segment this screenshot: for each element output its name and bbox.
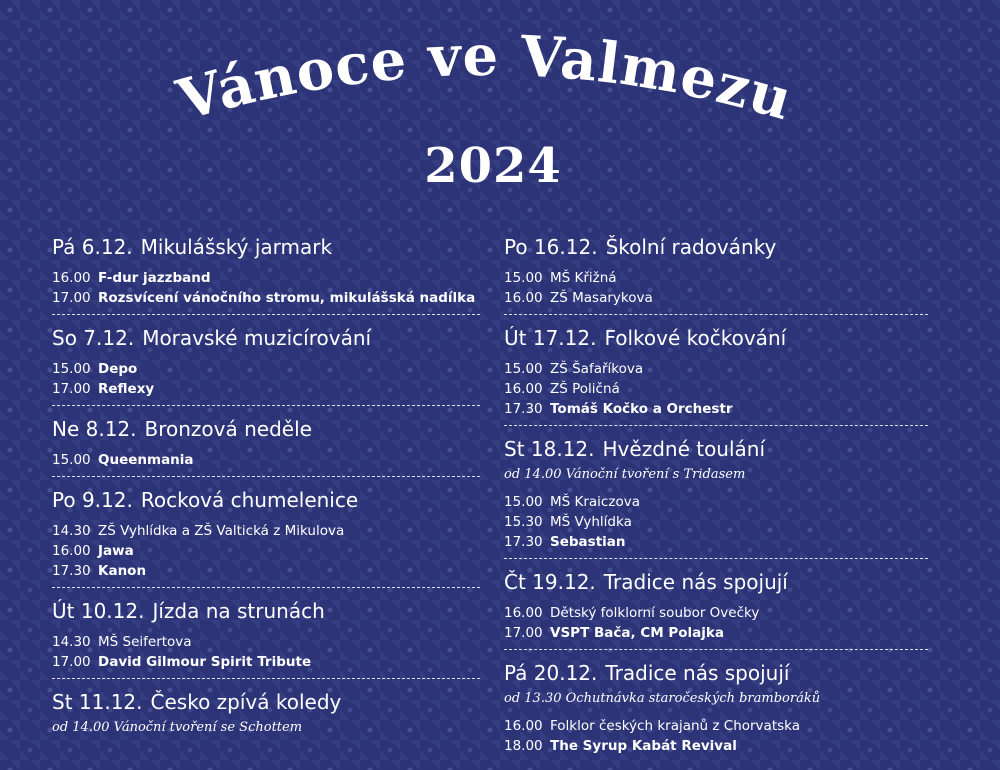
event-time: 14.30 bbox=[52, 523, 91, 539]
day-title: Česko zpívá koledy bbox=[150, 690, 342, 714]
page-title: Vánoce ve Valmezu bbox=[170, 22, 800, 134]
program-day bbox=[504, 658, 928, 762]
event-name: Depo bbox=[98, 361, 138, 377]
event-time: 17.30 bbox=[504, 534, 543, 550]
event-time: 16.00 bbox=[504, 381, 543, 397]
event-time: 16.00 bbox=[504, 605, 543, 621]
program-day bbox=[52, 232, 480, 315]
event-time: 15.30 bbox=[504, 514, 543, 530]
event-name: ZŠ Šafaříkova bbox=[550, 361, 644, 377]
program-day bbox=[52, 414, 480, 477]
event-time: 17.00 bbox=[52, 290, 91, 306]
program-day bbox=[504, 232, 928, 315]
day-note: od 14.00 Vánoční tvoření se Schottem bbox=[52, 720, 303, 735]
event-time: 15.00 bbox=[504, 361, 543, 377]
event-time: 16.00 bbox=[504, 290, 543, 306]
event-time: 15.00 bbox=[504, 494, 543, 510]
day-note: od 14.00 Vánoční tvoření s Tridasem bbox=[504, 467, 746, 482]
event-time: 15.00 bbox=[52, 361, 91, 377]
program-day bbox=[52, 687, 480, 751]
event-time: 16.00 bbox=[504, 718, 543, 734]
program-day bbox=[504, 567, 928, 650]
event-name: Folklor českých krajanů z Chorvatska bbox=[550, 718, 801, 734]
day-heading bbox=[52, 414, 480, 444]
event-row bbox=[52, 521, 480, 541]
event-row bbox=[504, 268, 928, 288]
event-name: The Syrup Kabát Revival bbox=[550, 738, 737, 754]
event-row bbox=[52, 541, 480, 561]
event-time: 17.30 bbox=[504, 401, 543, 417]
event-row bbox=[504, 359, 928, 379]
event-row bbox=[504, 716, 928, 736]
event-row bbox=[52, 450, 480, 470]
day-heading bbox=[52, 485, 480, 515]
program-column-right bbox=[504, 232, 928, 770]
day-heading bbox=[52, 687, 480, 717]
event-time: 18.00 bbox=[504, 738, 543, 754]
program-day bbox=[52, 485, 480, 588]
event-time: 16.00 bbox=[52, 270, 91, 286]
event-name: MŠ Vyhlídka bbox=[550, 514, 632, 530]
event-name: Rozsvícení vánočního stromu, mikulášská nadílka bbox=[98, 290, 476, 306]
event-name: Reflexy bbox=[98, 381, 155, 397]
event-name: MŠ Kraiczova bbox=[550, 494, 640, 510]
day-date: Po 16.12. bbox=[504, 235, 598, 259]
day-title: Školní radovánky bbox=[605, 235, 777, 259]
event-name: MŠ Křižná bbox=[550, 270, 617, 286]
day-heading bbox=[52, 323, 480, 353]
day-title: Folkové kočkování bbox=[604, 326, 787, 350]
day-date: Út 10.12. bbox=[52, 599, 145, 623]
day-date: Ne 8.12. bbox=[52, 417, 137, 441]
day-title: Tradice nás spojují bbox=[605, 661, 790, 685]
event-row bbox=[504, 399, 928, 419]
day-heading bbox=[52, 232, 480, 262]
day-heading bbox=[504, 567, 928, 597]
day-date: Čt 19.12. bbox=[504, 570, 596, 594]
day-date: St 18.12. bbox=[504, 437, 595, 461]
day-heading bbox=[504, 434, 928, 464]
program-day bbox=[52, 323, 480, 406]
event-time: 17.00 bbox=[52, 654, 91, 670]
day-date: St 11.12. bbox=[52, 690, 143, 714]
day-title: Mikulášský jarmark bbox=[140, 235, 333, 259]
event-row bbox=[504, 288, 928, 308]
event-row bbox=[52, 561, 480, 581]
program-day bbox=[52, 596, 480, 679]
event-time: 17.00 bbox=[52, 381, 91, 397]
day-title: Moravské muzicírování bbox=[142, 326, 372, 350]
day-date: Pá 6.12. bbox=[52, 235, 133, 259]
event-name: VSPT Bača, CM Polajka bbox=[550, 625, 724, 641]
event-row bbox=[52, 652, 480, 672]
day-note: od 13.30 Ochutnávka staročeských bramboráků bbox=[504, 691, 821, 706]
event-row bbox=[504, 532, 928, 552]
event-name: ZŠ Poličná bbox=[550, 381, 620, 397]
event-name: Kanon bbox=[98, 563, 147, 579]
event-name: MŠ Seifertova bbox=[98, 634, 192, 650]
event-row bbox=[52, 359, 480, 379]
event-row bbox=[52, 632, 480, 652]
event-time: 17.30 bbox=[52, 563, 91, 579]
event-time: 16.00 bbox=[52, 543, 91, 559]
day-heading bbox=[504, 323, 928, 353]
program-day bbox=[504, 434, 928, 559]
day-heading bbox=[504, 232, 928, 262]
event-row bbox=[52, 288, 480, 308]
event-name: Sebastian bbox=[550, 534, 626, 550]
event-name: Queenmania bbox=[98, 452, 194, 468]
day-title: Jízda na strunách bbox=[152, 599, 325, 623]
day-title: Hvězdné toulání bbox=[602, 437, 766, 461]
day-date: Pá 20.12. bbox=[504, 661, 598, 685]
event-name: David Gilmour Spirit Tribute bbox=[98, 654, 312, 670]
day-heading bbox=[504, 658, 928, 688]
event-name: Dětský folklorní soubor Ovečky bbox=[550, 605, 760, 621]
day-title: Bronzová neděle bbox=[144, 417, 312, 441]
event-row bbox=[504, 603, 928, 623]
event-time: 15.00 bbox=[52, 452, 91, 468]
day-title: Tradice nás spojují bbox=[603, 570, 788, 594]
event-row bbox=[504, 623, 928, 643]
event-name: ZŠ Vyhlídka a ZŠ Valtická z Mikulova bbox=[98, 523, 345, 539]
day-title: Rocková chumelenice bbox=[140, 488, 359, 512]
event-time: 15.00 bbox=[504, 270, 543, 286]
day-date: Po 9.12. bbox=[52, 488, 133, 512]
program-day bbox=[504, 323, 928, 426]
event-row bbox=[504, 512, 928, 532]
day-date: Út 17.12. bbox=[504, 326, 597, 350]
event-name: F-dur jazzband bbox=[98, 270, 211, 286]
year-label: 2024 bbox=[424, 138, 562, 194]
event-row bbox=[52, 379, 480, 399]
day-heading bbox=[52, 596, 480, 626]
event-name: Tomáš Kočko a Orchestr bbox=[550, 401, 733, 417]
header bbox=[0, 0, 1000, 200]
event-row bbox=[52, 268, 480, 288]
event-time: 14.30 bbox=[52, 634, 91, 650]
event-row bbox=[504, 492, 928, 512]
event-time: 17.00 bbox=[504, 625, 543, 641]
program-column-left bbox=[52, 232, 480, 759]
day-date: So 7.12. bbox=[52, 326, 135, 350]
event-row bbox=[504, 736, 928, 756]
event-name: Jawa bbox=[98, 543, 134, 559]
event-name: ZŠ Masarykova bbox=[550, 290, 653, 306]
event-row bbox=[504, 379, 928, 399]
